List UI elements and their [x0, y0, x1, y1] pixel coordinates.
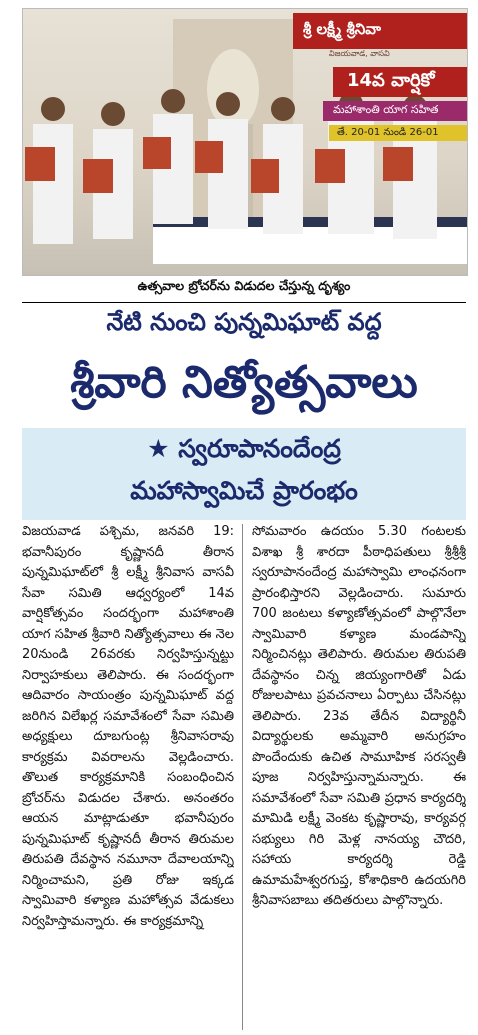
- divider-rule: [22, 302, 466, 303]
- photo-banner-subtitle: విజయవాడ, వాసవి: [329, 49, 390, 58]
- column-divider: [242, 524, 243, 1030]
- news-photo: [22, 8, 468, 276]
- photo-banner-title: శ్రీ లక్ష్మీ శ్రీనివా: [293, 13, 468, 49]
- star-icon: ★: [147, 434, 170, 463]
- photo-banner-date: తే. 20-01 నుండి 26-01: [329, 125, 468, 141]
- kicker-headline: నేటి నుంచి పున్నమిఘాట్ వద్ద: [106, 308, 382, 336]
- article-column-left: [22, 522, 234, 1032]
- subheadline-line-2: మహాస్వామిచే ప్రారంభం: [130, 476, 358, 505]
- subheadline-box: [22, 428, 466, 520]
- subheadline-text-1: స్వరూపానందేంద్ర: [178, 434, 341, 463]
- article-column-right: [252, 522, 466, 1032]
- article-text-left: విజయవాడ పశ్చిమ, జనవరి 19: భవానీపురం కృష్ణానదీ తీరాన పున్నమిఘాట్‌లో శ్రీ లక్ష్మీ శ్రీనివాస వాసవీ సేవా సమితి ఆధ్వర్యంలో 14వ వార్షికోత్సవం సందర్భంగా మహాశాంతి యాగ సహిత శ్రీవారి నిత్యోత్సవాలు ఈ నెల 20నుండి 26వరకు నిర్వహిస్తున్నట్టు నిర్వాహకులు తెలిపారు. ఈ సందర్భంగా ఆదివారం సాయంత్రం పున్నమిఘాట్ వద్ద జరిగిన విలేఖర్ల సమావేశంలో సేవా సమితి అధ్యక్షులు దూబగుంట్ల శ్రీనివాసరావు కార్యక్రమ వివరాలను వెల్లడించారు. తొలుత కార్యక్రమానికి సంబంధించిన బ్రోచర్‌ను విడుదల చేశారు. అనంతరం ఆయన మాట్లాడుతూ భవానీపురం పున్నమిఘాట్ కృష్ణానదీ తీరాన తిరుమల తిరుపతి దేవస్థాన నమూనా దేవాలయాన్ని నిర్మించామని, ప్రతి రోజు ఇక్కడ స్వామివారి కళ్యాణ మహోత్సవ వేడుకలు నిర్వహిస్తామన్నారు. ఈ కార్యక్రమాన్ని: [22, 524, 234, 929]
- subheadline-line-1: [22, 434, 466, 474]
- photo-caption: ఉత్సవాల బ్రోచర్‌ను విడుదల చేస్తున్న దృశ్యం: [137, 278, 351, 293]
- photo-banner-year: 14వ వార్షికో: [333, 67, 468, 97]
- photo-banner-event: మహాశాంతి యాగ సహిత: [323, 101, 468, 121]
- article-text-right: సోమవారం ఉదయం 5.30 గంటలకు విశాఖ శ్రీ శారదా పీఠాధిపతులు శ్రీశ్రీశ్రీ స్వరూపానందేంద్ర మహాస్వామి లాంఛనంగా ప్రారంభిస్తారని వెల్లడించారు. సుమారు 700 జంటలు కళ్యాణోత్సవంలో పాల్గొనేలా స్వామివారి కళ్యాణ మండపాన్ని నిర్మించినట్లు తెలిపారు. తిరుమల తిరుపతి దేవస్థానం చిన్న జియ్యంగారితో ఏడు రోజులపాటు ప్రవచనాలు ఏర్పాటు చేసినట్లు తెలిపారు. 23వ తేదీన విద్యార్థినీ విద్యార్థులకు అమ్మవారి అనుగ్రహం పొందేందుకు ఉచిత సామూహిక సరస్వతీ పూజ నిర్వహిస్తున్నామన్నారు. ఈ సమావేశంలో సేవా సమితి ప్రధాన కార్యదర్శి మామిడి లక్ష్మీ వెంకట కృష్ణారావు, కార్యవర్గ సభ్యులు గిరి మెళ్ల నానయ్య చౌదరి, సహాయ కార్యదర్శి రెడ్డి ఉమామహేశ్వరగుప్త, కోశాధికారి ఉదయగిరి శ్రీనివాసబాబు తదితరులు పాల్గొన్నారు.: [252, 524, 466, 908]
- main-headline: శ్రీవారి నిత్యోత్సవాలు: [70, 357, 418, 408]
